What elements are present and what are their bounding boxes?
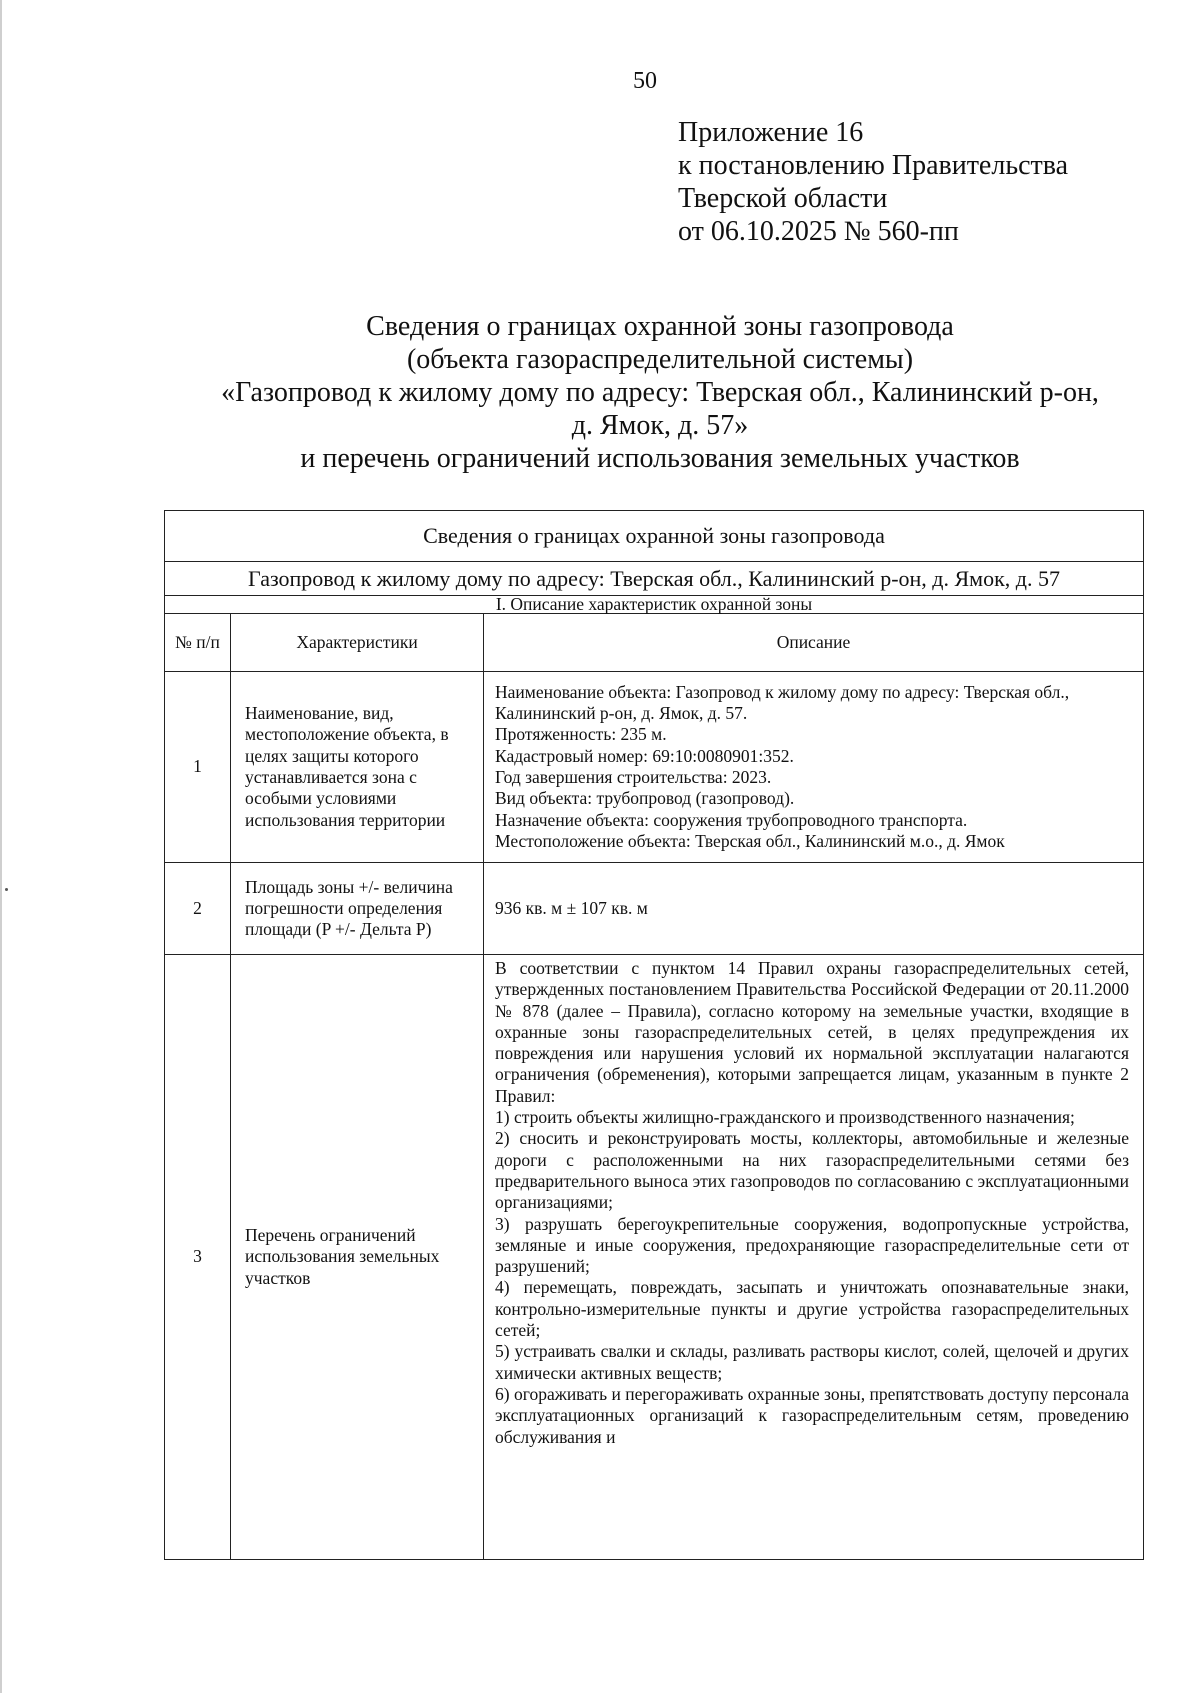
- appendix-line: к постановлению Правительства: [678, 150, 1069, 181]
- row-description: [484, 955, 1144, 1560]
- table-row: [165, 863, 1144, 955]
- title-line: Сведения о границах охранной зоны газопровода: [366, 311, 954, 342]
- description-line: Вид объекта: трубопровод (газопровод).: [495, 788, 795, 809]
- row-number: 2: [165, 863, 231, 955]
- description-line: Кадастровый номер: 69:10:0080901:352.: [495, 745, 794, 766]
- column-header-characteristics: Характеристики: [231, 614, 484, 672]
- row-characteristic: Площадь зоны +/- величина погрешности определения площади (P +/- Дельта P): [231, 863, 484, 955]
- scan-speck: [5, 888, 8, 891]
- scan-edge: [0, 0, 2, 1693]
- appendix-block: [678, 116, 1068, 248]
- row-characteristic: Перечень ограничений использования земельных участков: [231, 955, 484, 1560]
- description-paragraph: 3) разрушать берегоукрепительные сооружения, водопропускные устройства, земляные и иные сооружения, предохраняющие газораспределительные сети от разрушений;: [495, 1213, 1129, 1277]
- description-paragraph: В соответствии с пунктом 14 Правил охраны газораспределительных сетей, утвержденных постановлением Правительства Российской Федерации от 20.11.2000 № 878 (далее – Правила), согласно которому на земельные участки, входящие в охранные зоны газораспределительных сетей, в целях предупреждения их повреждения или нарушения условий их нормальной эксплуатации налагаются ограничения (обременения), которыми запрещается лицам, указанным в пункте 2 Правил:: [495, 958, 1129, 1106]
- appendix-line: Тверской области: [678, 183, 888, 214]
- row-description: [484, 672, 1144, 863]
- description-line: Назначение объекта: сооружения трубопроводного транспорта.: [495, 809, 968, 830]
- table-row: [165, 672, 1144, 863]
- title-line: и перечень ограничений использования земельных участков: [300, 443, 1020, 474]
- row-number: 1: [165, 672, 231, 863]
- title-line: «Газопровод к жилому дому по адресу: Тверская обл., Калининский р-он,: [221, 377, 1099, 408]
- object-name-row: Газопровод к жилому дому по адресу: Тверская обл., Калининский р-он, д. Ямок, д. 57: [165, 562, 1144, 596]
- column-header-description: Описание: [484, 614, 1144, 672]
- description-paragraph: 2) сносить и реконструировать мосты, коллекторы, автомобильные и железные дороги с расположенными на них газораспределительными сетями без предварительного выноса этих газопроводов по согласованию с эксплуатационными организациями;: [495, 1128, 1129, 1213]
- description-line: Протяженность: 235 м.: [495, 724, 667, 745]
- document-title: [150, 310, 1170, 475]
- description-line: Наименование объекта: Газопровод к жилому дому по адресу: Тверская обл., Калининский р-он, д. Ямок, д. 57.: [495, 681, 1070, 724]
- table-header: Сведения о границах охранной зоны газопровода: [165, 511, 1144, 562]
- appendix-line: от 06.10.2025 № 560-пп: [678, 216, 959, 247]
- description-paragraph: 4) перемещать, повреждать, засыпать и уничтожать опознавательные знаки, контрольно-измерительные пункты и другие устройства газораспределительных сетей;: [495, 1277, 1129, 1341]
- description-paragraph: 6) огораживать и перегораживать охранные зоны, препятствовать доступу персонала эксплуатационных организаций к газораспределительным сетям, проведению обслуживания и: [495, 1383, 1129, 1447]
- row-description: 936 кв. м ± 107 кв. м: [484, 863, 1144, 955]
- description-line: Год завершения строительства: 2023.: [495, 767, 772, 787]
- row-number: 3: [165, 955, 231, 1560]
- table-row: [165, 955, 1144, 1560]
- title-line: (объекта газораспределительной системы): [406, 344, 914, 375]
- row-characteristic: Наименование, вид, местоположение объекта, в целях защиты которого устанавливается зона с особыми условиями использования территории: [231, 672, 484, 863]
- section-heading: I. Описание характеристик охранной зоны: [165, 596, 1144, 614]
- column-header-num: № п/п: [165, 614, 231, 672]
- page-number: 50: [633, 68, 657, 94]
- description-line: Местоположение объекта: Тверская обл., Калининский м.о., д. Ямок: [495, 830, 1005, 851]
- description-paragraph: 1) строить объекты жилищно-гражданского и производственного назначения;: [495, 1107, 1075, 1128]
- title-line: д. Ямок, д. 57»: [571, 410, 749, 441]
- description-paragraph: 5) устраивать свалки и склады, разливать растворы кислот, солей, щелочей и других химически активных веществ;: [495, 1341, 1129, 1383]
- appendix-line: Приложение 16: [678, 117, 864, 148]
- zone-table: [164, 510, 1144, 1560]
